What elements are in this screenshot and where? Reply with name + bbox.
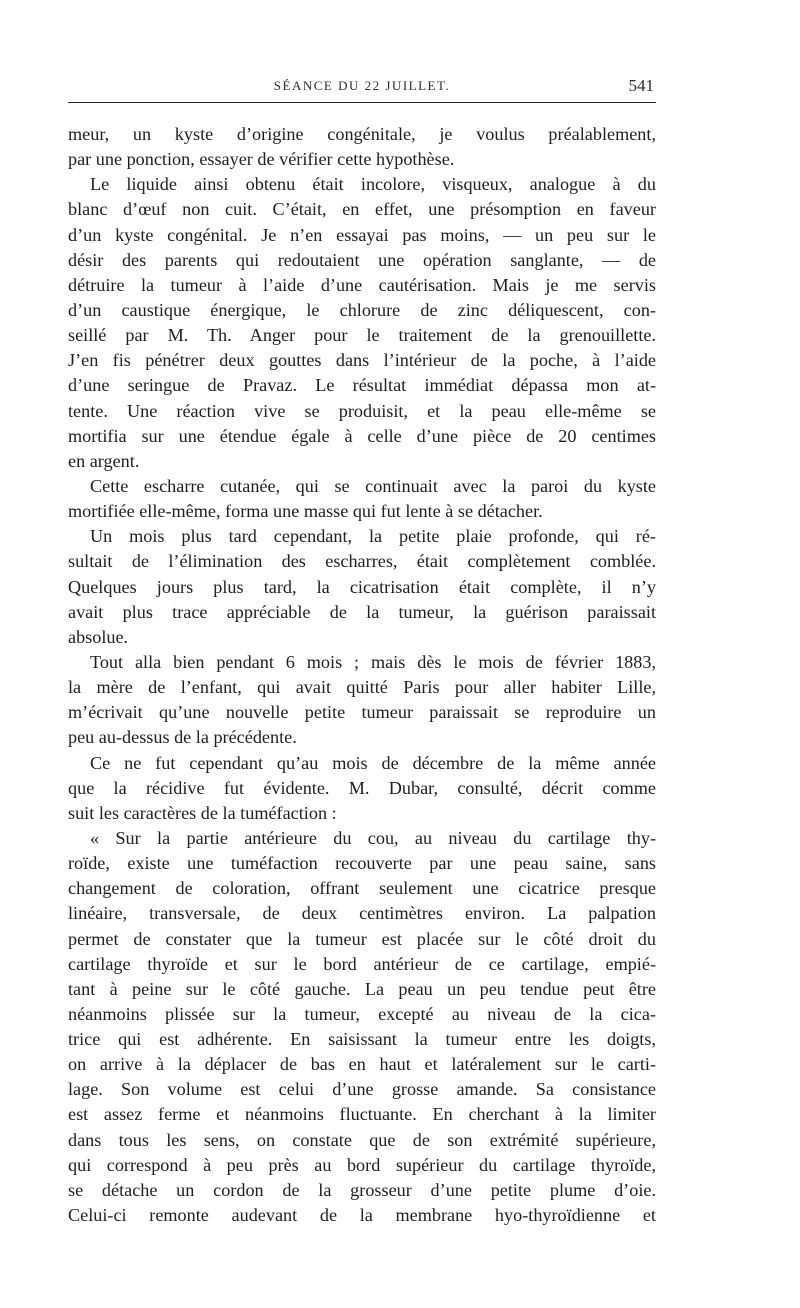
paragraph	[68, 826, 656, 1228]
text-line: trice qui est adhérente. En saisissant la tumeur entre les doigts,	[68, 1029, 656, 1050]
text-line: Cette escharre cutanée, qui se continuait avec la paroi du kyste	[90, 475, 656, 496]
text-line: Un mois plus tard cependant, la petite plaie profonde, qui ré-	[90, 526, 656, 547]
text-line: permet de constater que la tumeur est placée sur le côté droit du	[68, 928, 656, 949]
text-line: dans tous les sens, on constate que de son extrémité supérieure,	[68, 1129, 656, 1150]
text-line: mortifiée elle-même, forma une masse qui fut lente à se détacher.	[68, 501, 543, 522]
text-line: « Sur la partie antérieure du cou, au niveau du cartilage thy-	[90, 827, 656, 848]
text-line: Le liquide ainsi obtenu était incolore, visqueux, analogue à du	[90, 174, 656, 195]
text-line: Quelques jours plus tard, la cicatrisation était complète, il n’y	[68, 576, 656, 597]
running-title: SÉANCE DU 22 JUILLET.	[273, 78, 451, 93]
text-line: d’un kyste congénital. Je n’en essayai pas moins, — un peu sur le	[68, 224, 656, 245]
paragraph	[68, 751, 656, 826]
text-line: est assez ferme et néanmoins fluctuante. En cherchant à la limiter	[68, 1104, 656, 1125]
text-line: meur, un kyste d’origine congénitale, je voulus préalablement,	[68, 124, 656, 144]
page-number: 541	[628, 76, 654, 95]
text-line: cartilage thyroïde et sur le bord antérieur de ce cartilage, empié-	[68, 953, 656, 974]
text-line: d’un caustique énergique, le chlorure de zinc déliquescent, con-	[68, 299, 656, 320]
text-line: d’une seringue de Pravaz. Le résultat immédiat dépassa mon at-	[68, 375, 656, 396]
text-line: que la récidive fut évidente. M. Dubar, consulté, décrit comme	[68, 777, 656, 798]
text-line: sultait de l’élimination des escharres, était complètement comblée.	[68, 551, 656, 572]
text-line: blanc d’œuf non cuit. C’était, en effet, une présomption en faveur	[68, 199, 656, 220]
text-line: roïde, existe une tuméfaction recouverte par une peau saine, sans	[68, 853, 656, 874]
text-line: tant à peine sur le côté gauche. La peau un peu tendue peut être	[68, 978, 656, 999]
text-line: tente. Une réaction vive se produisit, et la peau elle-même se	[68, 400, 656, 421]
text-line: détruire la tumeur à l’aide d’une cautérisation. Mais je me servis	[68, 274, 656, 295]
text-line: seillé par M. Th. Anger pour le traitement de la grenouillette.	[68, 325, 656, 346]
text-line: absolue.	[68, 626, 129, 647]
text-line: Ce ne fut cependant qu’au mois de décembre de la même année	[90, 752, 656, 773]
text-line: changement de coloration, offrant seulement une cicatrice presque	[68, 878, 656, 899]
text-line: Celui-ci remonte audevant de la membrane hyo-thyroïdienne et	[68, 1205, 656, 1226]
text-line: néanmoins plissée sur la tumeur, excepté au niveau de la cica-	[68, 1003, 656, 1024]
text-line: peu au-dessus de la précédente.	[68, 727, 297, 748]
text-line: avait plus trace appréciable de la tumeur, la guérison paraissait	[68, 601, 656, 622]
paragraph	[68, 474, 656, 524]
running-header	[68, 78, 656, 103]
text-line: la mère de l’enfant, qui avait quitté Paris pour aller habiter Lille,	[68, 677, 656, 698]
text-line: on arrive à la déplacer de bas en haut et latéralement sur le carti-	[68, 1054, 656, 1075]
text-line: se détache un cordon de la grosseur d’une petite plume d’oie.	[68, 1179, 656, 1200]
paragraph	[68, 172, 656, 474]
text-line: désir des parents qui redoutaient une opération sanglante, — de	[68, 249, 656, 270]
text-line: par une ponction, essayer de vérifier cette hypothèse.	[68, 149, 455, 170]
paragraph	[68, 650, 656, 751]
text-line: lage. Son volume est celui d’une grosse amande. Sa consistance	[68, 1079, 656, 1100]
body-text	[68, 122, 656, 1228]
text-line: suit les caractères de la tuméfaction :	[68, 802, 337, 823]
text-line: J’en fis pénétrer deux gouttes dans l’intérieur de la poche, à l’aide	[68, 350, 656, 371]
text-line: m’écrivait qu’une nouvelle petite tumeur paraissait se reproduire un	[68, 702, 656, 723]
paragraph	[68, 122, 656, 172]
paragraph	[68, 524, 656, 650]
text-line: linéaire, transversale, de deux centimètres environ. La palpation	[68, 903, 656, 924]
text-line: qui correspond à peu près au bord supérieur du cartilage thyroïde,	[68, 1154, 656, 1175]
text-line: Tout alla bien pendant 6 mois ; mais dès le mois de février 1883,	[90, 651, 656, 672]
text-line: en argent.	[68, 450, 140, 471]
text-line: mortifia sur une étendue égale à celle d’une pièce de 20 centimes	[68, 425, 656, 446]
